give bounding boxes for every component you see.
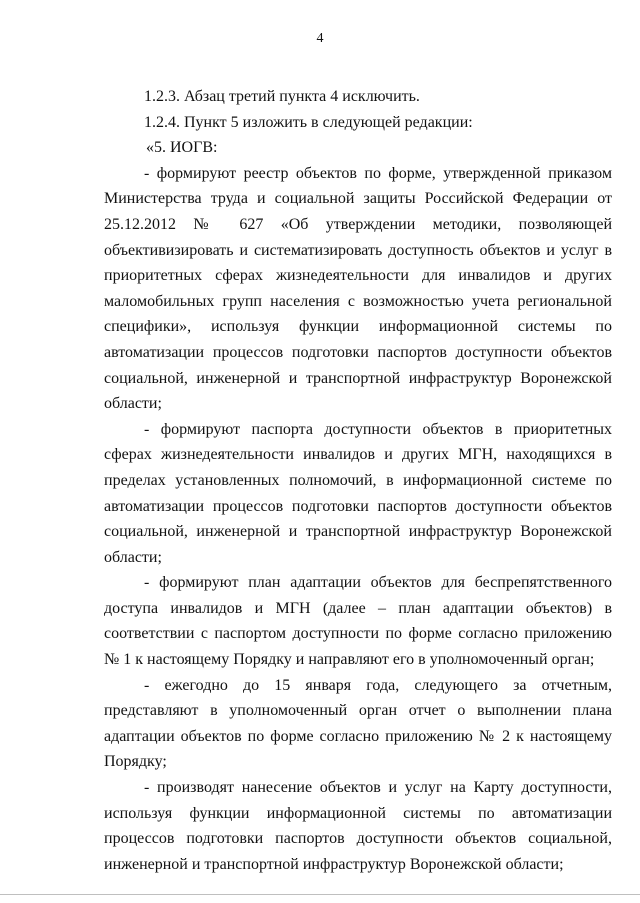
list-item-registry: - формируют реестр объектов по форме, утвержденной приказом Министерства труда и социальной защиты Российской Федерации от 25.12.2012 № 627 «Об утверждении методики, позволяющей объективизировать и систематизировать доступность объектов и услуг в приоритетных сферах жизнедеятельности для инвалидов и других маломобильных групп населения с возможностью учета региональной специфики», используя функции информационной системы по автоматизации процессов подготовки паспортов доступности объектов социальной, инженерной и транспортной инфраструктур Воронежской области; xyxy=(104,164,612,413)
list-item-accessibility-map: - производят нанесение объектов и услуг на Карту доступности, используя функции информационной системы по автоматизации процессов подготовки паспортов доступности объектов социальной, инженерной и транспортной инфраструктур Воронежской области; xyxy=(104,779,612,873)
page-number: 4 xyxy=(316,31,324,46)
bottom-rule xyxy=(0,894,640,895)
paragraph-point-5-heading: «5. ИОГВ: xyxy=(146,139,218,157)
list-item-adaptation-plan: - формируют план адаптации объектов для беспрепятственного доступа инвалидов и МГН (далее – план адаптации объектов) в соответствии с паспортом доступности по форме согласно приложению № 1 к настоящему Порядку и направляют его в уполномоченный орган; xyxy=(104,574,612,669)
paragraph-1-2-3: 1.2.3. Абзац третий пункта 4 исключить. xyxy=(144,88,420,105)
paragraph-1-2-4: 1.2.4. Пункт 5 изложить в следующей редакции: xyxy=(144,113,473,131)
list-item-annual-report: - ежегодно до 15 января года, следующего за отчетным, представляют в уполномоченный орган отчет о выполнении плана адаптации объектов по форме согласно приложению № 2 к настоящему Порядку; xyxy=(104,676,612,771)
list-item-passports: - формируют паспорта доступности объектов в приоритетных сферах жизнедеятельности инвалидов и других МГН, находящихся в пределах установленных полномочий, в информационной системе по автоматизации процессов подготовки паспортов доступности объектов социальной, инженерной и транспортной инфраструктур Воронежской области; xyxy=(104,420,612,566)
document-body xyxy=(104,84,612,877)
